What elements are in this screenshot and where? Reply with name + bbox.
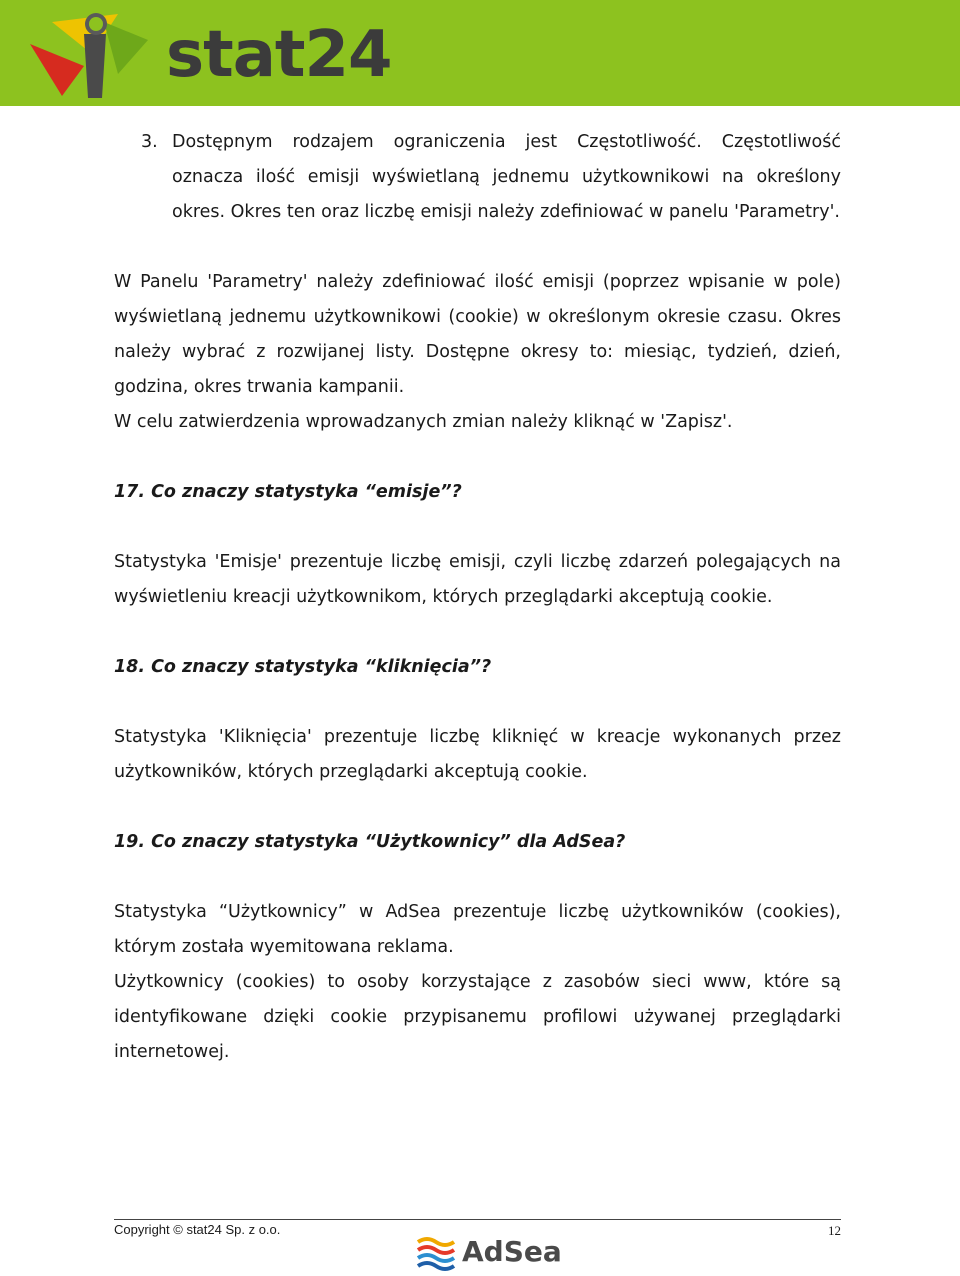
adsea-logo-text: AdSea xyxy=(462,1235,562,1268)
adsea-logo-icon xyxy=(416,1232,456,1272)
question-19-answer-2: Użytkownicy (cookies) to osoby korzystające z zasobów sieci www, które są identyfikowane dzięki cookie przypisanemu profilowi używanej przeglądarki internetowej. xyxy=(114,972,841,1062)
list-item-number: 3. xyxy=(141,132,158,152)
question-17-heading: 17. Co znaczy statystyka “emisje”? xyxy=(114,482,462,502)
stat24-logo-text: stat24 xyxy=(166,18,392,92)
question-19-heading: 19. Co znaczy statystyka “Użytkownicy” dla AdSea? xyxy=(114,832,626,852)
question-17-answer: Statystyka 'Emisje' prezentuje liczbę emisji, czyli liczbę zdarzeń polegających na wyświetleniu kreacji użytkownikom, których przeglądarki akceptują cookie. xyxy=(114,552,841,607)
stat24-logo-icon xyxy=(22,4,162,102)
footer-divider xyxy=(114,1219,841,1220)
question-18-answer: Statystyka 'Kliknięcia' prezentuje liczbę kliknięć w kreacje wykonanych przez użytkowników, których przeglądarki akceptują cookie. xyxy=(114,727,841,782)
page-number: 12 xyxy=(828,1223,841,1238)
document-body xyxy=(114,125,841,1070)
paragraph-parametry: W Panelu 'Parametry' należy zdefiniować ilość emisji (poprzez wpisanie w pole) wyświetlaną jednemu użytkownikowi (cookie) w określonym okresie czasu. Okres należy wybrać z rozwijanej listy. Dostępne okresy to: miesiąc, tydzień, dzień, godzina, okres trwania kampanii. xyxy=(114,272,841,397)
list-item-text: Dostępnym rodzajem ograniczenia jest Częstotliwość. Częstotliwość oznacza ilość emisji wyświetlaną jednemu użytkownikowi na określony okres. Okres ten oraz liczbę emisji należy zdefiniować w panelu 'Parametry'. xyxy=(172,132,841,222)
page-header xyxy=(0,0,960,106)
question-18-heading: 18. Co znaczy statystyka “kliknięcia”? xyxy=(114,657,492,677)
list-item xyxy=(114,125,841,230)
footer-copyright: Copyright © stat24 Sp. z o.o. xyxy=(114,1222,281,1237)
paragraph-zapisz: W celu zatwierdzenia wprowadzanych zmian należy kliknąć w 'Zapisz'. xyxy=(114,412,733,432)
question-19-answer-1: Statystyka “Użytkownicy” w AdSea prezentuje liczbę użytkowników (cookies), którym została wyemitowana reklama. xyxy=(114,902,841,957)
